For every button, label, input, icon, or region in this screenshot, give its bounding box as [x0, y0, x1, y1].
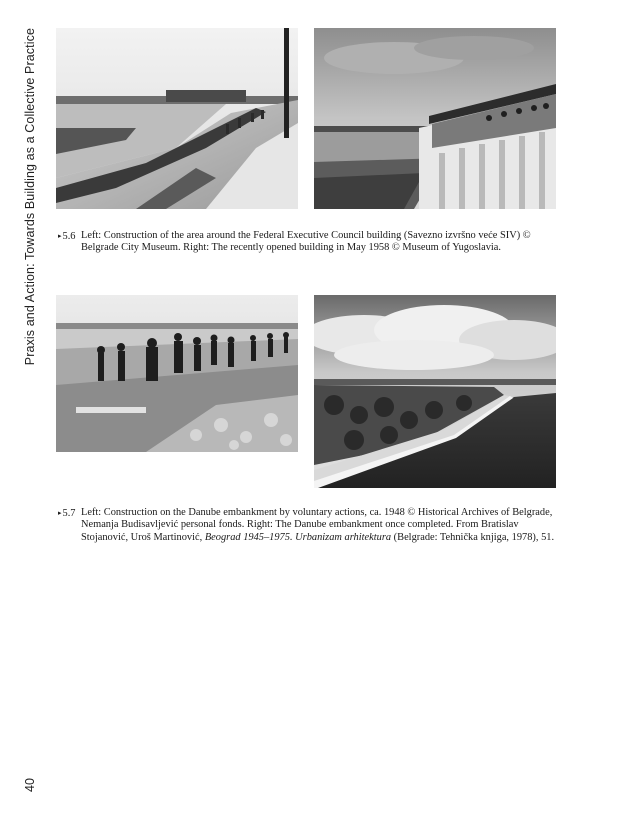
photo-siv-building-image — [314, 28, 556, 209]
figure-number: ▸5.7 — [58, 508, 76, 519]
running-head-text: Praxis and Action: Towards Building as a Collective Practice — [23, 28, 37, 366]
figure-caption-5-6 — [58, 230, 558, 255]
arrow-icon: ▸ — [58, 509, 62, 517]
photo-danube-construction-image — [56, 295, 298, 452]
photo-siv-construction-image — [56, 28, 298, 209]
arrow-icon: ▸ — [58, 232, 62, 240]
photo-danube-embankment — [314, 295, 556, 488]
book-title: Beograd 1945–1975. Urbanizam arhitektura — [204, 531, 392, 543]
page-number-text: 40 — [23, 778, 37, 792]
photo-siv-building — [314, 28, 556, 209]
page-number — [20, 770, 40, 792]
photo-siv-construction — [56, 28, 298, 209]
figure-caption-text: Left: Construction of the area around the Federal Executive Council building (Savezno izvršno veće SIV) © Belgrade City Museum. Right: The recently opened building in May 1958 © Museum of Yugoslavia. — [81, 230, 531, 254]
photo-danube-construction — [56, 295, 298, 452]
figure-number: ▸5.6 — [58, 231, 76, 242]
figure-caption-5-7 — [58, 507, 558, 544]
running-head — [20, 28, 40, 388]
figure-caption-text: Left: Construction on the Danube embankment by voluntary actions, ca. 1948 © Historical Archives of Belgrade, Nemanja Budisavljević personal fonds. Right: The Danube embankment once completed. From Bratislav Stojanović, Uroš Martinović, Beograd 1945–1975. Urbanizam arhitektura (Belgrade: Tehnička knjiga, 1978), 51. — [81, 507, 555, 543]
photo-danube-embankment-image — [314, 295, 556, 488]
